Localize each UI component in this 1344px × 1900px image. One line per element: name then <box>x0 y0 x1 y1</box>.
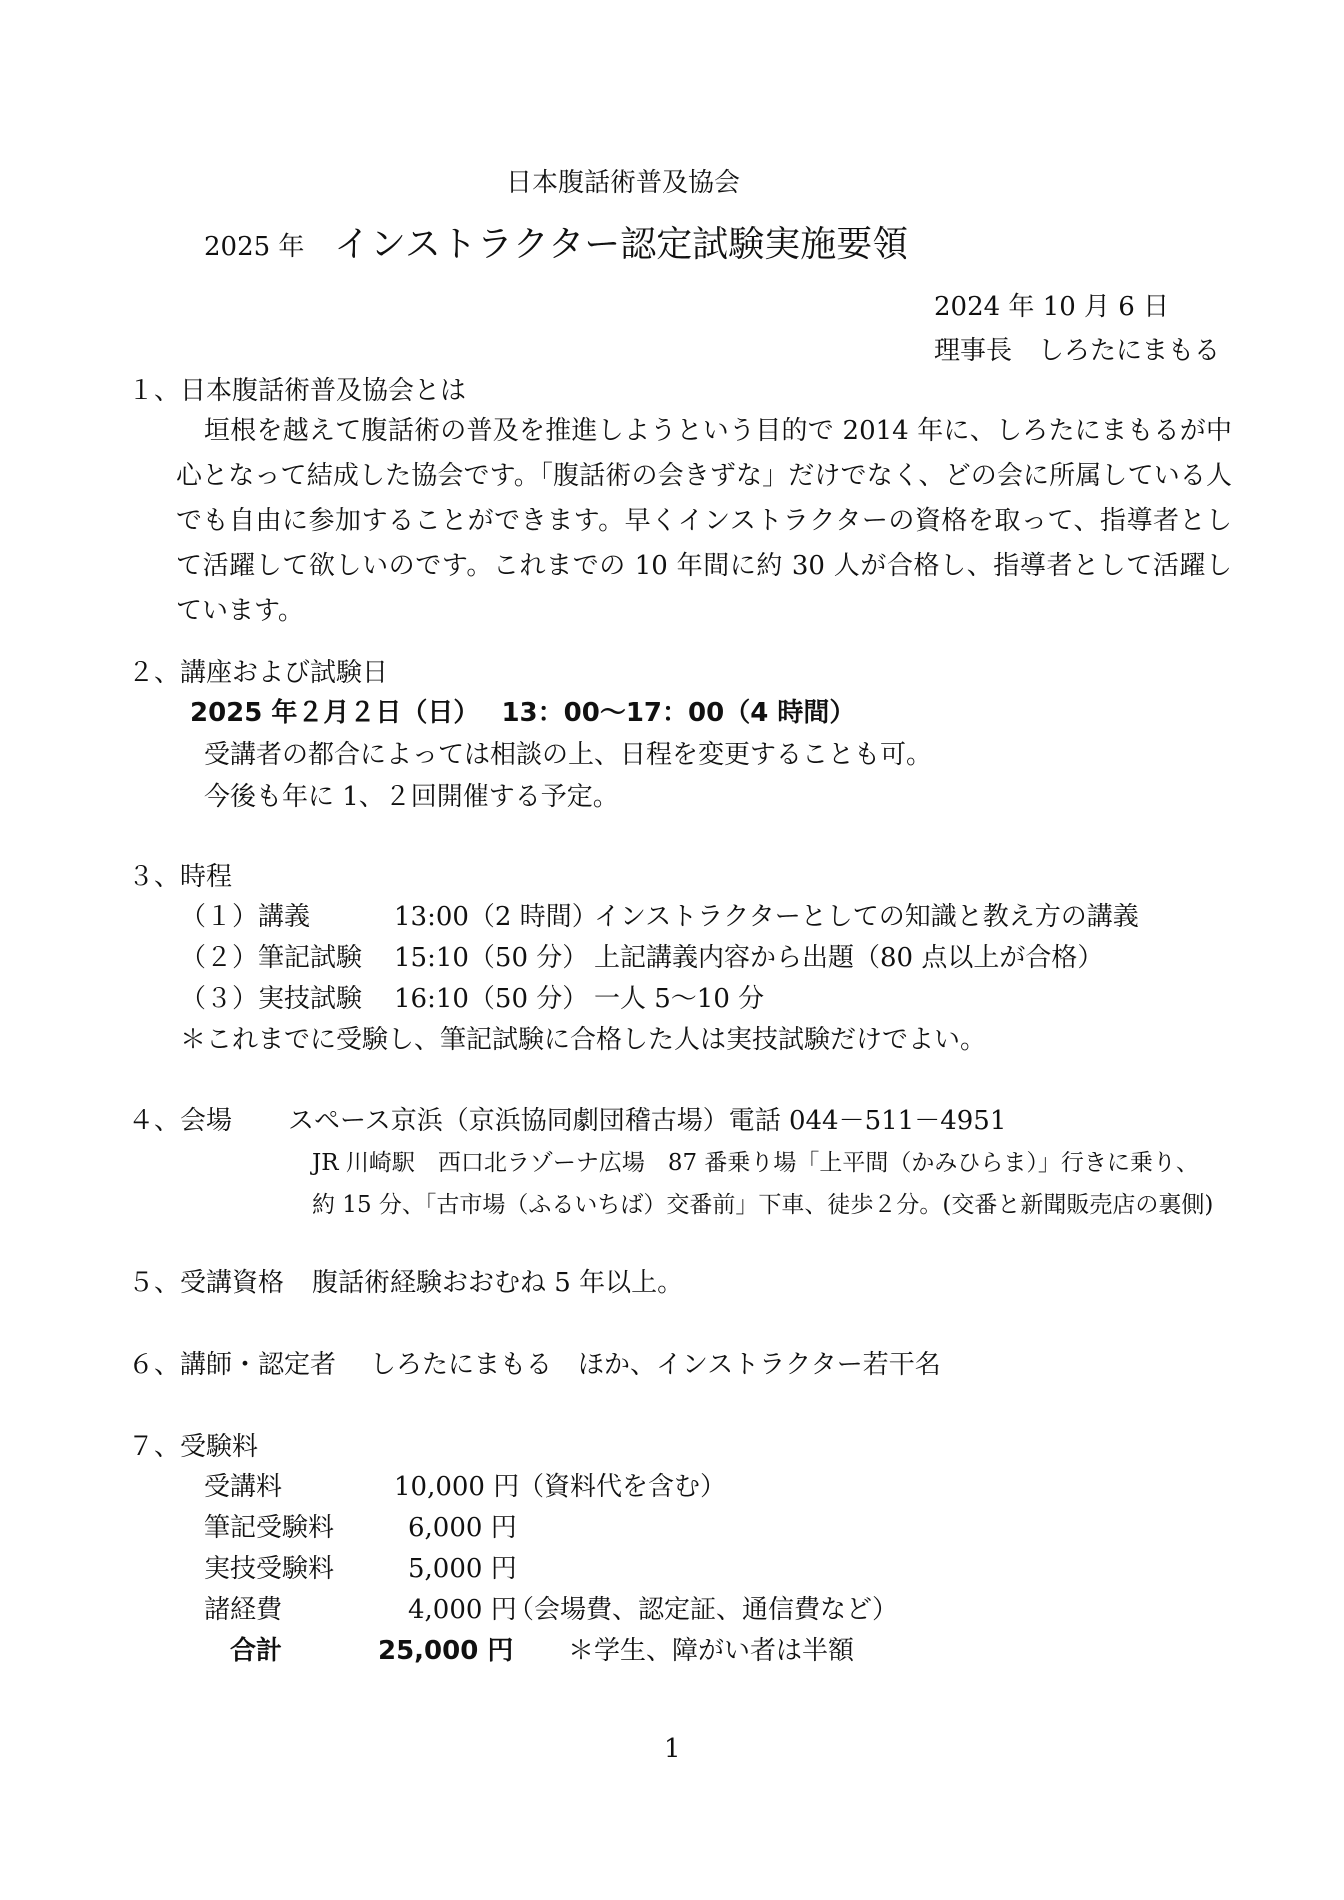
timetable-row-description: インストラクターとしての知識と教え方の講義 <box>594 902 1139 932</box>
section-5-heading: ５、受講資格 <box>128 1268 285 1298</box>
timetable-row-label: 実技試験 <box>258 984 363 1014</box>
instructors-value: しろたにまもる ほか、インストラクター若干名 <box>370 1350 941 1380</box>
timetable-row-label: 筆記試験 <box>258 943 363 973</box>
section-2-heading: ２、講座および試験日 <box>128 658 389 688</box>
section-3-heading: ３、時程 <box>128 862 233 892</box>
fee-amount: 4,000 円 <box>408 1595 517 1625</box>
fee-amount: 10,000 円 <box>394 1472 520 1502</box>
fee-total-label: 合計 <box>230 1636 283 1666</box>
fee-discount-note: ＊学生、障がい者は半額 <box>568 1636 855 1666</box>
section-1-body: 垣根を越えて腹話術の普及を推進しようという目的で 2014 年に、しろたにまもるが中心となって結成した協会です。「腹話術の会きずな」だけでなく、どの会に所属している人でも自由に参加することができます。早くインストラクターの資格を取って、指導者として活躍して欲しいのです。これまでの 10 年間に約 30 人が合格し、指導者として活躍しています。 <box>176 416 1232 626</box>
timetable-row-label: 講義 <box>258 902 311 932</box>
venue-info: スペース京浜（京浜協同劇団稽古場）電話 044－511－4951 <box>288 1106 1007 1136</box>
timetable-row-number: （１） <box>180 902 259 932</box>
eligibility-value: 腹話術経験おおむね 5 年以上。 <box>312 1268 684 1298</box>
fee-label: 実技受験料 <box>204 1554 335 1584</box>
exam-date-line: 2025 年２月２日（日） 13：00〜17：00（4 時間） <box>190 698 856 728</box>
fee-total-amount: 25,000 円 <box>378 1636 514 1666</box>
section-1-heading: １、日本腹話術普及協会とは <box>128 376 467 406</box>
access-directions-line-1: JR 川崎駅 西口北ラゾーナ広場 87 番乗り場「上平間（かみひらま）」行きに乗り、 <box>312 1150 1199 1176</box>
timetable-row-time: 15:10（50 分） <box>394 943 589 973</box>
section-4-heading: ４、会場 <box>128 1106 233 1136</box>
org-name: 日本腹話術普及協会 <box>506 168 741 198</box>
timetable-row-description: 上記講義内容から出題（80 点以上が合格） <box>594 943 1104 973</box>
fee-note: （会場費、認定証、通信費など） <box>508 1595 899 1625</box>
section-7-heading: ７、受験料 <box>128 1432 259 1462</box>
document-date: 2024 年 10 月 6 日 <box>934 292 1170 322</box>
fee-label: 筆記受験料 <box>204 1513 335 1543</box>
section-6-heading: ６、講師・認定者 <box>128 1350 337 1380</box>
fee-note: （資料代を含む） <box>518 1472 727 1502</box>
timetable-row-number: （３） <box>180 984 259 1014</box>
document-author: 理事長 しろたにまもる <box>934 336 1221 366</box>
future-schedule-note: 今後も年に 1、２回開催する予定。 <box>204 782 619 812</box>
title-year: 2025 年 <box>204 232 305 262</box>
access-directions-line-2: 約 15 分、「古市場（ふるいちば）交番前」下車、徒歩２分。(交番と新聞販売店の裏側) <box>312 1192 1214 1218</box>
timetable-row-number: （２） <box>180 943 259 973</box>
schedule-change-note: 受講者の都合によっては相談の上、日程を変更することも可。 <box>204 740 933 770</box>
exam-exemption-note: ＊これまでに受験し、筆記試験に合格した人は実技試験だけでよい。 <box>180 1025 987 1055</box>
timetable-row-time: 16:10（50 分） <box>394 984 589 1014</box>
page-title: インストラクター認定試験実施要領 <box>334 224 909 265</box>
page-number: 1 <box>664 1734 681 1764</box>
fee-amount: 5,000 円 <box>408 1554 517 1584</box>
fee-label: 受講料 <box>204 1472 283 1502</box>
fee-amount: 6,000 円 <box>408 1513 517 1543</box>
fee-label: 諸経費 <box>204 1595 283 1625</box>
timetable-row-time: 13:00（2 時間） <box>394 902 598 932</box>
timetable-row-description: 一人 5〜10 分 <box>594 984 765 1014</box>
